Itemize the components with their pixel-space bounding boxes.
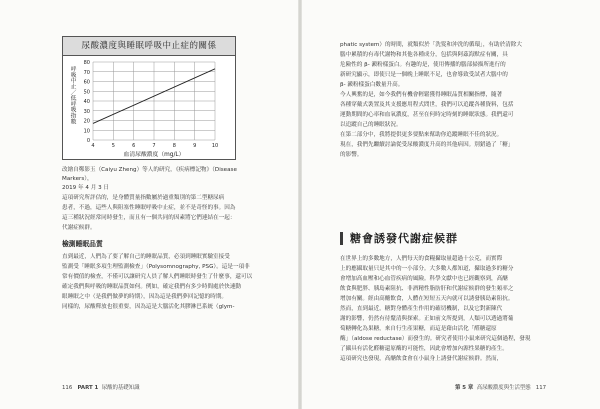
text-line: 飲食與肥胖、胰島素阻抗、非酒精性脂肪肝和代謝症候群的發生頻率之 — [340, 286, 514, 292]
y-tick-label: 10 — [83, 128, 90, 135]
left-footer — [62, 383, 139, 391]
y-tick-label: 50 — [83, 89, 90, 96]
chart-grid — [93, 62, 215, 140]
x-axis-label: 血清尿酸濃度（mg/L） — [123, 152, 185, 158]
text-line: 腦中累積的有毒代謝物和其他各種成分，包括與阿茲海默症有關，具 — [340, 52, 508, 58]
y-tick-label: 80 — [83, 60, 90, 66]
text-line: 了攝具有活化醛糖還原酶的可能性，因此會增加內源性果糖的產生。 — [340, 346, 508, 352]
line-chart — [63, 56, 235, 159]
text-line: 這項研究所評估的，是身體質量指數屬於過重類別的第二型糖尿病 — [62, 195, 225, 201]
text-line: 眼睡眠之中（是我們做夢的時期），因為這是我們夢回記憶的時期。 — [62, 294, 228, 300]
text-line: 患者，不過，這些人與阻塞性睡眠呼吸中止症，並不是奇怪的事。因為 — [62, 205, 236, 211]
text-line: 常有價值的檢查，不僅可以讓研究人員了解人們睡眠時發生了什麼事，還可以 — [62, 274, 253, 280]
running-title: 尿酸的基礎知識 — [101, 385, 140, 391]
y-tick-label: 60 — [83, 79, 90, 86]
text-line: 監測受「睡眠多項生理監測檢查」（Polysomnography, PSG）。這是一項非 — [62, 264, 250, 270]
chapter-label: 第 5 章 — [455, 385, 474, 391]
right-paragraph-1 — [340, 40, 552, 160]
text-line: 運動期間的心率和血氧濃度，甚至在何時定時刻的睡眠狀態。我們還可 — [340, 112, 514, 118]
heading-bar — [340, 232, 343, 245]
text-line: 會增加高血壓和心血管疾病的風險。科學文獻中也已經觀察到，高醣 — [340, 276, 508, 282]
text-line: 謝的影響，仍然有待釐清與探索。正如前文所提到，人類可以透過將葡 — [340, 316, 514, 322]
text-line: 確定我們與呼吸的睡眠品質如何。例如，確定我們有多少時間處於快速動 — [62, 284, 242, 290]
chart-title: 尿酸濃度與睡眠呼吸中止症的關係 — [63, 37, 235, 56]
text-line: 的影響。 — [340, 152, 363, 158]
text-line: 今人興奮的是，如今我們有機會輕鬆獲得睡眠品質相關指標，隨著 — [340, 92, 503, 98]
text-line: 各種穿戴式裝置及其支援應用程式問世，我們可以追蹤各種資料，包括 — [340, 102, 514, 108]
x-tick-label: 6 — [132, 143, 136, 149]
text-line: 同樣的，尿酸釋放也很重要，因為這是大腦活化其膠淋巴系統（glym- — [62, 304, 235, 310]
page-number: 117 — [535, 385, 547, 391]
text-line: 代謝症候群。 — [62, 225, 96, 231]
text-line: 酶」（aldose reductase）而發生的。研究者使用小鼠來研究這個過程，發現 — [340, 336, 531, 342]
section-heading: 檢測睡眠品質 — [62, 240, 103, 248]
text-line: 以追蹤自己的睡眠狀況。 — [340, 122, 402, 128]
x-tick-label: 8 — [172, 143, 176, 149]
figure-box — [62, 36, 236, 160]
x-tick-label: 4 — [91, 143, 95, 149]
x-tick-label: 9 — [193, 143, 197, 149]
chart-ticks — [84, 60, 219, 149]
y-axis-label: 呼吸中止／低呼吸指數 — [69, 66, 75, 124]
text-line: 上的應攝取量只是其中的一小部分。大多數人都知道，攝取過多的糖分 — [340, 266, 514, 272]
y-tick-label: 0 — [86, 138, 90, 144]
y-tick-label: 30 — [83, 108, 90, 115]
book-gutter — [298, 0, 302, 409]
text-line: 在第二部分中，我將提供更多要點來幫助你追蹤睡眠不佳的狀況。 — [340, 132, 503, 138]
page-number: 116 — [62, 385, 73, 391]
text-line: 然而，直到最近，糖對身體產生作用的確切機制，以及它對新陳代 — [340, 306, 503, 312]
chapter-heading-text: 糖會誘發代謝症候群 — [350, 232, 458, 245]
y-tick-label: 70 — [83, 69, 90, 76]
y-tick-label: 40 — [83, 99, 90, 105]
text-line: 這項研究也發現，高醣飲食會在小鼠身上誘發代謝症候群。然而， — [340, 356, 503, 362]
text-line: phatic system）的時間，就類似於「洗髮和沖洗的循環」，有助於清除大 — [340, 42, 522, 48]
figure-caption — [62, 166, 262, 193]
x-tick-label: 7 — [152, 143, 156, 149]
caption-line: 改繪自鄭影玉（Caiyu Zheng）等人的研究，《疾病標記物》（Disease Markers）， — [62, 167, 237, 182]
right-footer — [455, 383, 546, 391]
text-line: 在世界上的多數地方，人們每天的食糧攝取量超過十公克，而實際 — [340, 256, 503, 262]
text-line: 新研究顯示，即使只是一個晚上睡眠不足，也會導致受試者大腦中的 — [340, 72, 508, 78]
text-line: 危險性的 β- 澱粉樣蛋白。有趣的是，使用傳播的腦部掃描所進行的 — [340, 62, 506, 68]
right-paragraph-2 — [340, 254, 552, 364]
caption-line: 2019 年 4 月 3 日 — [62, 185, 110, 191]
x-tick-label: 5 — [111, 143, 115, 149]
chapter-heading — [340, 230, 520, 248]
y-tick-label: 20 — [83, 118, 90, 125]
text-line: 現在，我們先繼續討論從受尿酸濃度升高的其他病因。別錯過了「糖」 — [340, 142, 514, 148]
left-paragraph-1 — [62, 193, 262, 233]
text-line: 增加有關。經由高醣飲食，人體在短短五天內就可以誘發胰島素阻抗。 — [340, 296, 514, 302]
text-line: β- 澱粉樣蛋白數量升高。 — [340, 82, 404, 88]
left-paragraph-2 — [62, 252, 262, 312]
text-line: 萄糖轉化為果糖，來自行生產果糖，而這是藉由活化「醛糖還原 — [340, 326, 497, 332]
text-line: 直到最近，人們為了要了解自己的睡眠品質，必須到睡眠實驗室接受 — [62, 254, 230, 260]
running-title: 高尿酸濃度與生活型態 — [476, 385, 531, 391]
part-label: PART 1 — [77, 385, 99, 391]
text-line: 這三種狀況經常同時發生，而且有一個共同的因素將它們連結在一起： — [62, 215, 236, 221]
x-tick-label: 10 — [211, 143, 219, 149]
